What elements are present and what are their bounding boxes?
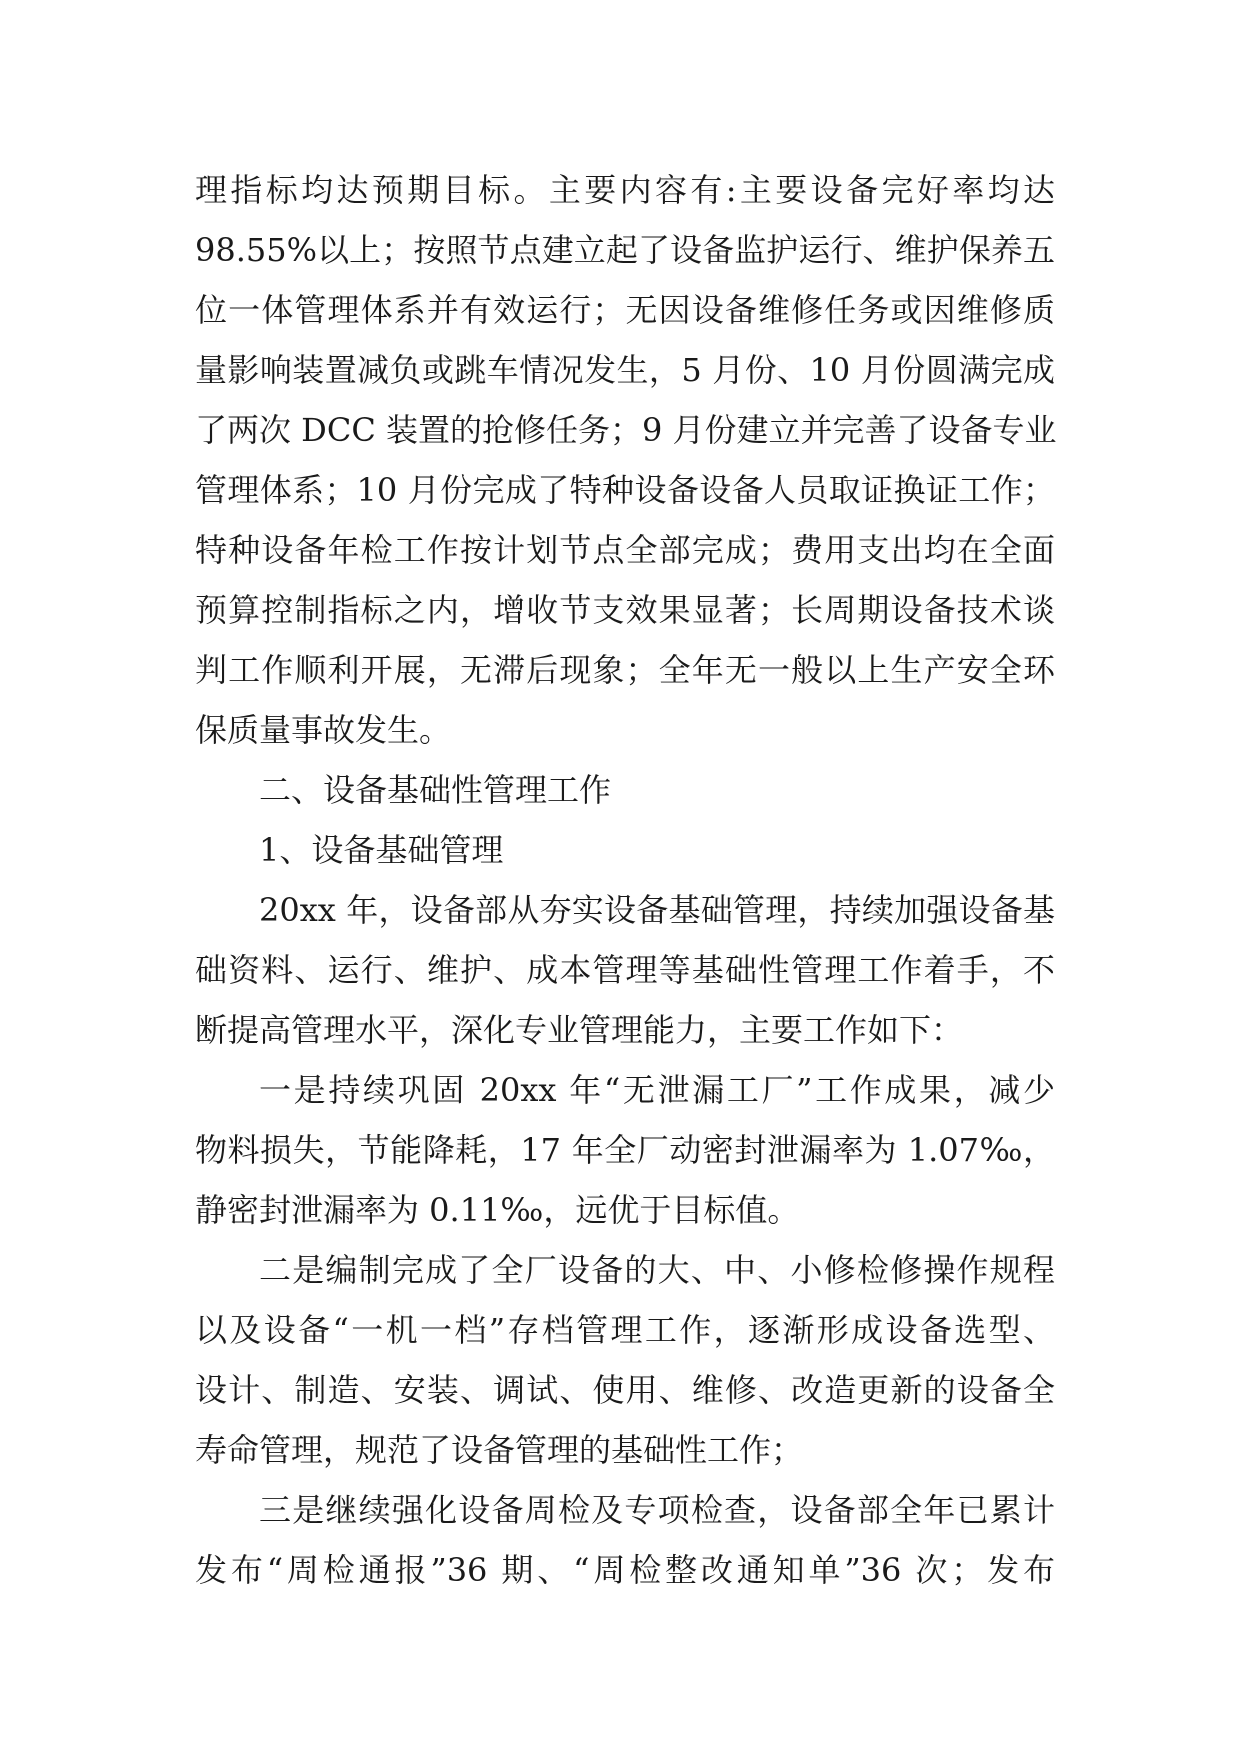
text-line: 保质量事故发生。 — [195, 711, 452, 749]
text-line: 判工作顺利开展，无滞后现象；全年无一般以上生产安全环 — [195, 651, 1055, 689]
text-line: 了两次 DCC 装置的抢修任务；9 月份建立并完善了设备专业 — [195, 411, 1057, 449]
text-line: 寿命管理，规范了设备管理的基础性工作； — [195, 1431, 804, 1469]
text-line: 发布“周检通报”36 期、“周检整改通知单”36 次；发布 — [195, 1551, 1055, 1589]
text-line: 理指标均达预期目标。主要内容有:主要设备完好率均达 — [195, 171, 1055, 209]
document-body — [195, 160, 1055, 1600]
text-line: 二是编制完成了全厂设备的大、中、小修检修操作规程 — [259, 1251, 1055, 1289]
text-line: 特种设备年检工作按计划节点全部完成；费用支出均在全面 — [195, 531, 1055, 569]
text-line: 静密封泄漏率为 0.11‰，远优于目标值。 — [195, 1191, 800, 1229]
text-line: 以及设备“一机一档”存档管理工作，逐渐形成设备选型、 — [195, 1311, 1055, 1349]
text-line: 物料损失，节能降耗，17 年全厂动密封泄漏率为 1.07‰， — [195, 1131, 1055, 1169]
text-line: 20xx 年，设备部从夯实设备基础管理，持续加强设备基 — [259, 891, 1055, 929]
text-line: 管理体系；10 月份完成了特种设备设备人员取证换证工作； — [195, 471, 1055, 509]
text-line: 量影响装置减负或跳车情况发生，5 月份、10 月份圆满完成 — [195, 351, 1055, 389]
text-line: 98.55%以上；按照节点建立起了设备监护运行、维护保养五 — [195, 231, 1055, 269]
text-line: 三是继续强化设备周检及专项检查，设备部全年已累计 — [259, 1491, 1055, 1529]
text-line: 1、设备基础管理 — [259, 831, 504, 869]
text-line: 位一体管理体系并有效运行；无因设备维修任务或因维修质 — [195, 291, 1055, 329]
text-line: 预算控制指标之内，增收节支效果显著；长周期设备技术谈 — [195, 591, 1055, 629]
text-line: 断提高管理水平，深化专业管理能力，主要工作如下： — [195, 1011, 964, 1049]
text-line: 础资料、运行、维护、成本管理等基础性管理工作着手，不 — [195, 951, 1055, 989]
text-line: 一是持续巩固 20xx 年“无泄漏工厂”工作成果，减少 — [259, 1071, 1055, 1109]
text-line: 二、设备基础性管理工作 — [259, 771, 612, 809]
text-line: 设计、制造、安装、调试、使用、维修、改造更新的设备全 — [195, 1371, 1055, 1409]
